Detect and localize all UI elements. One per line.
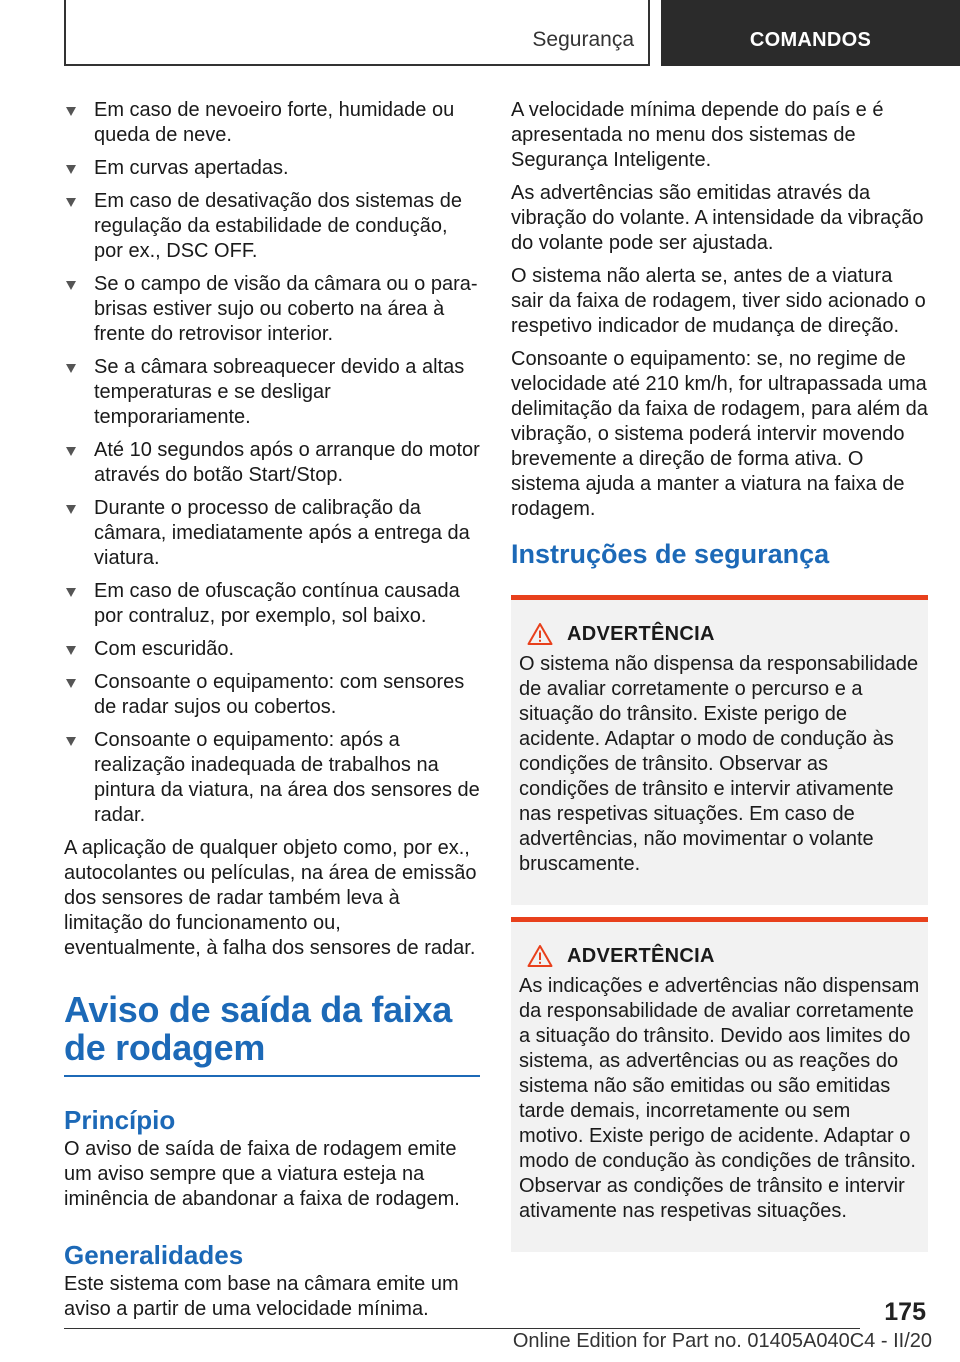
bullet-triangle-icon [66,447,76,456]
list-item: Com escuridão. [64,637,480,662]
steering-paragraph: Consoante o equipamento: se, no regime de velocidade até 210 km/h, for ultrapassada uma delimitação da faixa de rodagem, para além da vibração, o sistema poderá intervir movendo brevemente a direção de forma ativa. O sistema ajuda a manter a viatura na faixa de rodagem. [511,348,928,520]
heading-divider [64,1075,480,1077]
list-item: Durante o processo de calibração da câmara, imediatamente após a entrega da viatura. [64,496,480,571]
warning-triangle-icon [527,944,553,968]
list-item: Em curvas apertadas. [64,156,480,181]
warning-triangle-icon [527,622,553,646]
indicator-paragraph: O sistema não alerta se, antes de a viatura sair da faixa de rodagem, tiver sido acionado o respetivo indicador de mudança de direção. [511,265,926,337]
main-heading: Aviso de saída da faixa de rodagem [64,989,452,1068]
edition-footer: Online Edition for Part no. 01405A040C4 - II/20 [512,1330,932,1352]
min-speed-paragraph: A velocidade mínima depende do país e é apresentada no menu dos sistemas de Segurança Inteligente. [511,99,884,171]
warning-text: O sistema não dispensa da responsabilidade de avaliar corretamente o percurso e a situação do trânsito. Existe perigo de acidente. Adaptar o modo de condução às condições de trânsito. Observar as condições de trânsito e intervir ativamente nas respetivas situações. Em caso de advertências, não movimentar o volante bruscamente. [519,653,919,875]
safety-heading: Instruções de segurança [511,539,830,569]
vibration-paragraph: As advertências são emitidas através da vibração do volante. A intensidade da vibração do volante pode ser ajustada. [511,182,924,254]
chapter-tab [661,0,960,66]
bullet-triangle-icon [66,198,76,207]
list-item: Em caso de ofuscação contínua causada por contraluz, por exemplo, sol baixo. [64,579,480,629]
bullet-triangle-icon [66,646,76,655]
bullet-triangle-icon [66,737,76,746]
bullet-triangle-icon [66,505,76,514]
chapter-title: COMANDOS [749,29,872,51]
page-number: 175 [884,1298,926,1326]
left-column [64,98,480,1330]
list-item: Se o campo de visão da câmara ou o para-brisas estiver sujo ou coberto na área à frente do retrovisor interior. [64,272,480,347]
warning-box [511,917,928,1252]
principle-heading: Princípio [64,1105,176,1135]
section-title: Segurança [532,28,634,51]
list-item: Em caso de nevoeiro forte, humidade ou queda de neve. [64,98,480,148]
bullet-triangle-icon [66,679,76,688]
bullet-triangle-icon [66,588,76,597]
footer-divider [64,1328,860,1329]
bullet-triangle-icon [66,281,76,290]
list-item: Até 10 segundos após o arranque do motor através do botão Start/Stop. [64,438,480,488]
bullet-triangle-icon [66,364,76,373]
warning-title: ADVERTÊNCIA [567,944,715,967]
radar-paragraph: A aplicação de qualquer objeto como, por ex., autocolantes ou películas, na área de emissão dos sensores de radar também leva à limitação do funcionamento ou, eventualmente, à falha dos sensores de radar. [64,837,477,959]
list-item: Consoante o equipamento: com sensores de radar sujos ou cobertos. [64,670,480,720]
condition-list [64,98,480,828]
right-column [511,98,928,1252]
warning-text: As indicações e advertências não dispensam da responsabilidade de avaliar corretamente a situação do trânsito. Devido aos limites do sistema, as advertências ou as reações do sistema não são emitidas ou são emitidas tarde demais, incorretamente ou sem motivo. Existe perigo de acidente. Adaptar o modo de condução às condições de trânsito. Observar as condições de trânsito e intervir ativamente nas respetivas situações. [519,975,920,1222]
warning-box [511,595,928,905]
page-header [0,0,960,66]
warning-title: ADVERTÊNCIA [567,622,715,645]
bullet-triangle-icon [66,165,76,174]
bullet-triangle-icon [66,107,76,116]
list-item: Se a câmara sobreaquecer devido a altas temperaturas e se desligar temporariamente. [64,355,480,430]
principle-paragraph: O aviso de saída de faixa de rodagem emite um aviso sempre que a viatura esteja na iminência de abandonar a faixa de rodagem. [64,1138,460,1210]
list-item: Consoante o equipamento: após a realização inadequada de trabalhos na pintura da viatura, na área dos sensores de radar. [64,728,480,828]
general-heading: Generalidades [64,1240,244,1270]
general-paragraph: Este sistema com base na câmara emite um aviso a partir de uma velocidade mínima. [64,1273,459,1320]
list-item: Em caso de desativação dos sistemas de regulação da estabilidade de condução, por ex., DSC OFF. [64,189,480,264]
section-header-box [64,0,650,66]
